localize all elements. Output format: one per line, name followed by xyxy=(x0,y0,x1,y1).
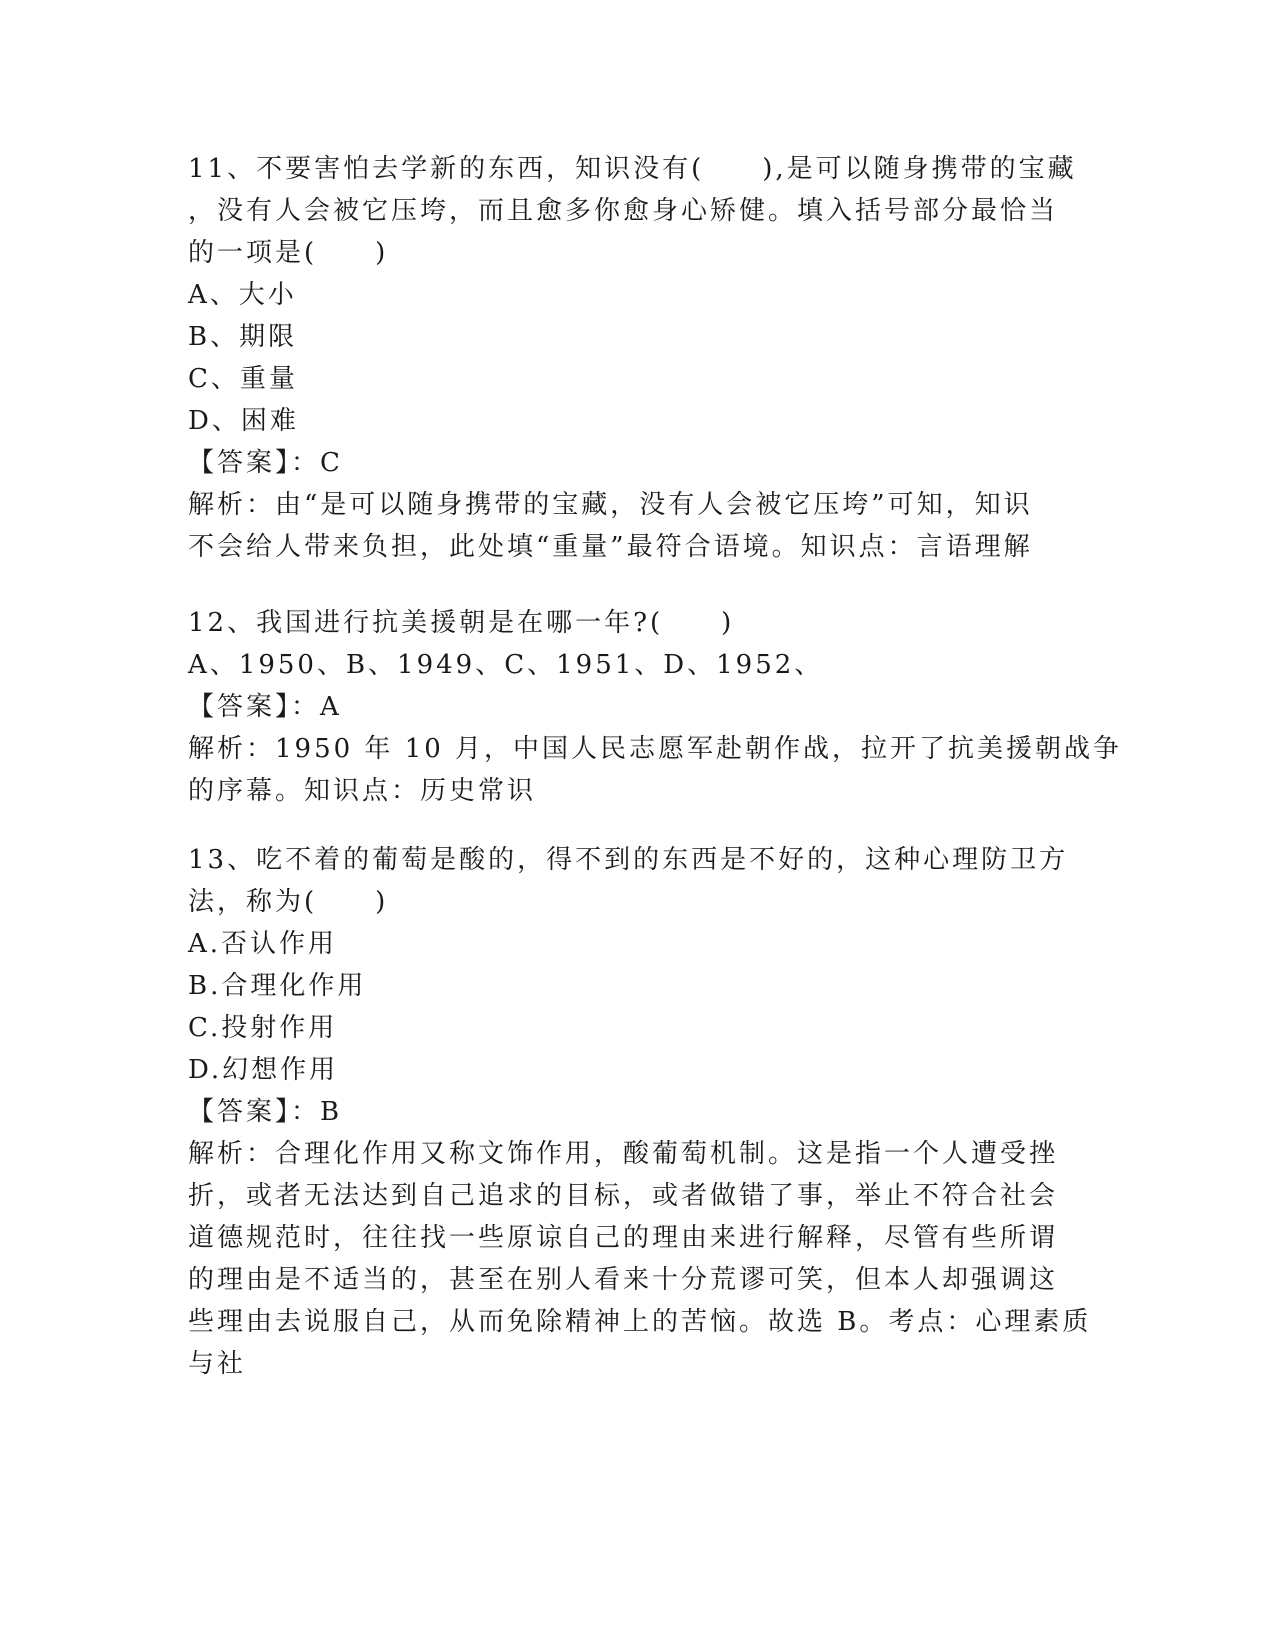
option-c: C、重量 xyxy=(188,364,298,394)
option-c: C.投射作用 xyxy=(188,1013,338,1043)
answer-line: 【答案】：C xyxy=(188,448,343,478)
question-stem-line: ，没有人会被它压垮，而且愈多你愈身心矫健。填入括号部分最恰当 xyxy=(188,196,1059,226)
options-line: A、1950、B、1949、C、1951、D、1952、 xyxy=(188,650,824,680)
option-d: D、困难 xyxy=(188,406,299,436)
question-stem-line: 13、吃不着的葡萄是酸的，得不到的东西是不好的，这种心理防卫方 xyxy=(188,845,1069,875)
explanation-line: 解析：合理化作用又称文饰作用，酸葡萄机制。这是指一个人遭受挫 xyxy=(188,1139,1059,1169)
question-stem-line: 12、我国进行抗美援朝是在哪一年?( ) xyxy=(188,608,735,638)
explanation-line: 的理由是不适当的，甚至在别人看来十分荒谬可笑，但本人却强调这 xyxy=(188,1265,1059,1295)
option-a: A.否认作用 xyxy=(188,929,338,959)
question-13 xyxy=(188,839,1092,1385)
explanation-line: 道德规范时，往往找一些原谅自己的理由来进行解释，尽管有些所谓 xyxy=(188,1223,1059,1253)
question-stem-line: 法，称为( ) xyxy=(188,887,389,917)
question-11 xyxy=(188,148,1088,568)
option-a: A、大小 xyxy=(188,280,297,310)
explanation-line: 与社 xyxy=(188,1349,247,1379)
option-b: B.合理化作用 xyxy=(188,971,367,1001)
question-12 xyxy=(188,602,1123,812)
explanation-line: 的序幕。知识点：历史常识 xyxy=(188,776,537,806)
answer-line: 【答案】：B xyxy=(188,1097,343,1127)
question-stem-line: 11、不要害怕去学新的东西，知识没有( ),是可以随身携带的宝藏 xyxy=(188,154,1077,184)
explanation-line: 些理由去说服自己，从而免除精神上的苦恼。故选 B。考点：心理素质 xyxy=(188,1307,1092,1337)
explanation-line: 解析：由“是可以随身携带的宝藏，没有人会被它压垮”可知，知识 xyxy=(188,490,1033,520)
question-stem-line: 的一项是( ) xyxy=(188,238,389,268)
option-d: D.幻想作用 xyxy=(188,1055,339,1085)
answer-line: 【答案】：A xyxy=(188,692,342,722)
explanation-line: 解析：1950 年 10 月，中国人民志愿军赴朝作战，拉开了抗美援朝战争 xyxy=(188,734,1123,764)
option-b: B、期限 xyxy=(188,322,298,352)
explanation-line: 不会给人带来负担，此处填“重量”最符合语境。知识点：言语理解 xyxy=(188,532,1033,562)
explanation-line: 折，或者无法达到自己追求的目标，或者做错了事，举止不符合社会 xyxy=(188,1181,1059,1211)
